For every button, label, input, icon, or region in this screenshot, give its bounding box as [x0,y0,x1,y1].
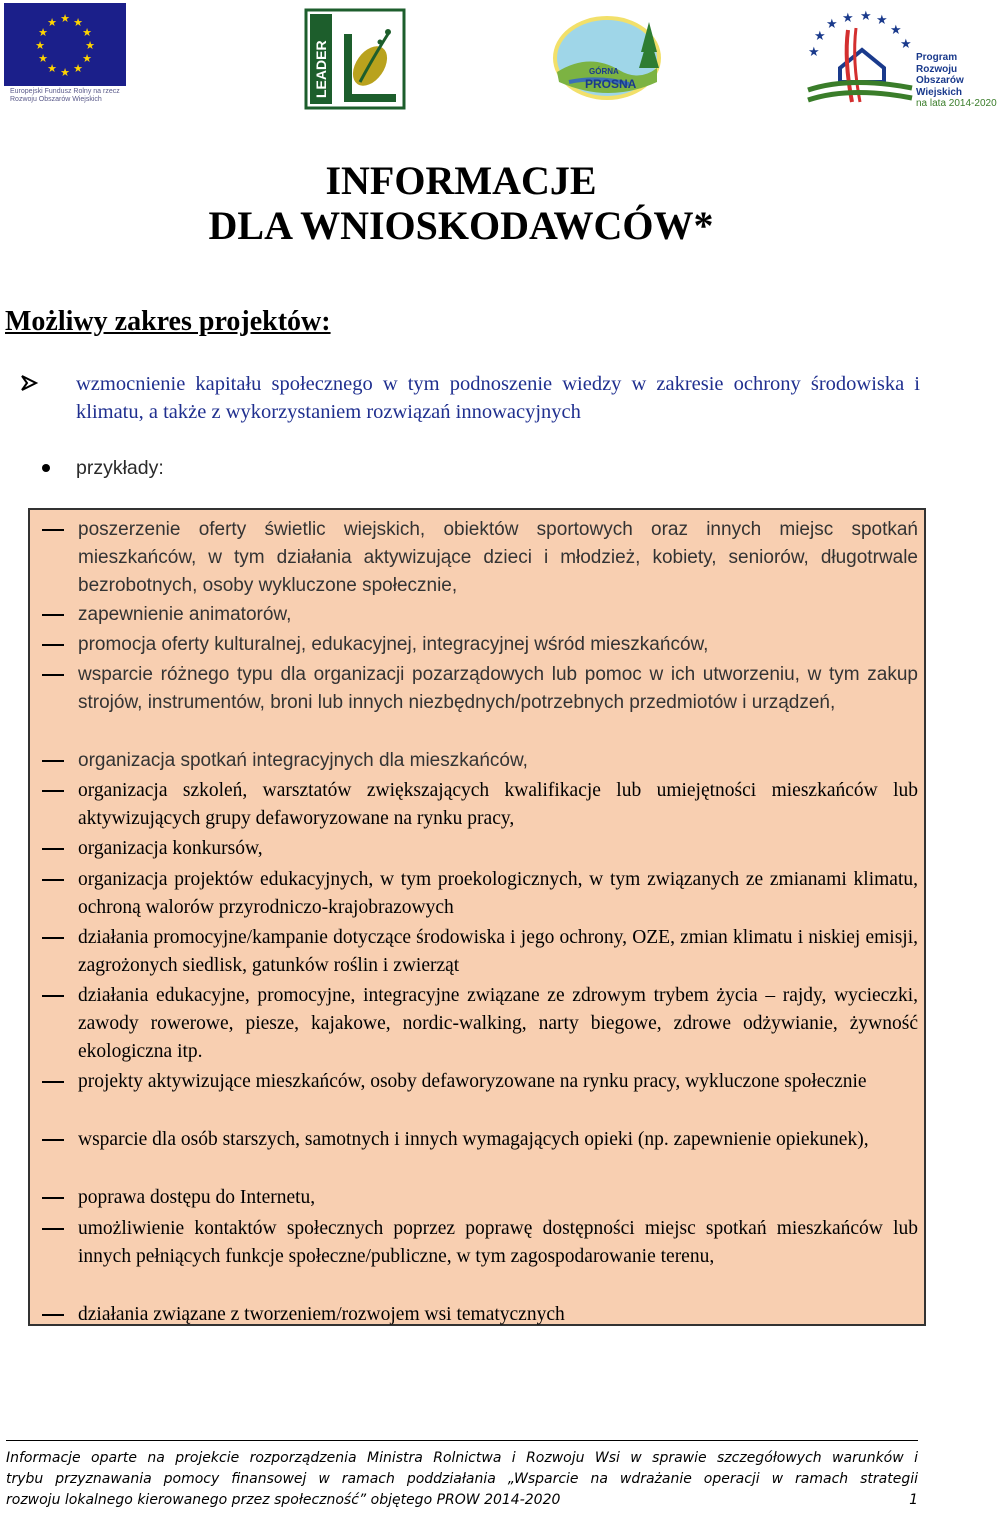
arrow-item-text: wzmocnienie kapitału społecznego w tym podnoszenie wiedzy w zakresie ochrony środowiska i klimatu, a także z wykorzystaniem rozwiązań innowacyjnych [76,373,920,423]
eu-logo [4,3,126,104]
logo-bar [0,0,997,120]
bullet-list-item [42,454,164,482]
footer-line-2: trybu przyznawania pomocy finansowej w ramach poddziałania „Wsparcie na wdrażanie operacji w ramach strategii [6,1471,918,1487]
example-item-text: organizacja szkoleń, warsztatów zwiększających kwalifikacje lub umiejętności mieszkańców lub aktywizujących grupy defaworyzowane na rynku pracy, [78,780,918,829]
dash-bullet-icon [42,848,64,850]
example-item-text: zapewnienie animatorów, [78,604,292,625]
bullet-dot-icon [42,464,50,472]
svg-text:★: ★ [814,29,826,44]
example-item-text: wsparcie dla osób starszych, samotnych i innych wymagających opieki (np. zapewnienie opiekunek), [78,1129,869,1150]
example-item-text: organizacja konkursów, [78,838,263,859]
section-heading: Możliwy zakres projektów: [5,306,331,337]
dash-bullet-icon [42,790,64,792]
gorna-prosna-logo-icon [549,12,669,104]
example-item-text: wsparcie różnego typu dla organizacji pozarządowych lub pomoc w ich utworzeniu, w tym zakup strojów, instrumentów, broni lub innych niezbędnych/potrzebnych przedmiotów i urządzeń, [78,664,918,713]
document-title [0,158,922,248]
dash-bullet-icon [42,937,64,939]
example-item-text: projekty aktywizujące mieszkańców, osoby defaworyzowane na rynku pracy, wykluczone społecznie [78,1071,867,1092]
svg-text:★: ★ [890,23,902,38]
svg-text:★: ★ [876,13,888,28]
dash-bullet-icon [42,1081,64,1083]
svg-text:★: ★ [82,52,92,65]
dash-bullet-icon [42,644,64,646]
example-item-text: organizacja spotkań integracyjnych dla mieszkańców, [78,750,528,771]
prow-logo [800,9,997,110]
page-number: 1 [909,1492,918,1508]
svg-text:★: ★ [826,17,838,32]
example-item-text: działania edukacyjne, promocyjne, integracyjne związane ze zdrowym trybem życia – rajdy, wycieczki, zawody rowerowe, piesze, kajakowe, nordic-walking, narty biegowe, zdrowe odżywianie, żywność ekologiczna itp. [78,985,918,1062]
dash-bullet-icon [42,995,64,997]
example-item-text: promocja oferty kulturalnej, edukacyjnej, integracyjnej wśród mieszkańców, [78,634,709,655]
examples-box [28,508,926,1326]
footer-line-1: Informacje oparte na projekcie rozporządzenia Ministra Rolnictwa i Rozwoju Wsi w sprawie szczegółowych warunków i [6,1450,918,1466]
svg-text:★: ★ [860,9,872,24]
title-line-2: DLA WNIOSKODAWCÓW* [208,203,714,248]
dash-bullet-icon [42,1197,64,1199]
svg-text:★: ★ [73,16,83,29]
prosna-text: PROSNA [585,77,637,91]
prow-emblem-icon [800,10,916,110]
dash-bullet-icon [42,1228,64,1230]
arrow-list-item [20,370,920,426]
bullet-item-text: przykłady: [76,457,164,479]
svg-text:★: ★ [38,52,48,65]
svg-text:★: ★ [842,11,854,26]
example-item-text: poprawa dostępu do Internetu, [78,1187,316,1208]
svg-text:★: ★ [85,39,95,52]
svg-text:★: ★ [38,26,48,39]
example-item-text: działania związane z tworzeniem/rozwojem wsi tematycznych [78,1304,565,1325]
eu-flag-icon [4,3,126,86]
leader-logo-icon [304,8,406,110]
dash-bullet-icon [42,1139,64,1141]
example-item-text: poszerzenie oferty świetlic wiejskich, obiektów sportowych oraz innych miejsc spotkań mieszkańców, w tym działania aktywizujące dzieci i młodzież, kobiety, seniorów, długotrwale bezrobotnych, osoby wykluczone społecznie, [78,519,918,596]
dash-bullet-icon [42,879,64,881]
example-item-text: działania promocyjne/kampanie dotyczące środowiska i jego ochrony, OZE, zmian klimatu i niskiej emisji, zagrożonych siedlisk, gatunków roślin i zwierząt [78,927,918,976]
svg-text:★: ★ [35,39,45,52]
title-line-1: INFORMACJE [325,158,597,203]
eu-caption: Europejski Fundusz Rolny na rzecz Rozwoju Obszarów Wiejskich [10,88,120,103]
gorna-text: GÓRNA [589,67,619,76]
leader-text: LEADER [313,40,329,98]
svg-text:★: ★ [900,37,912,52]
svg-text:★: ★ [47,16,57,29]
dash-bullet-icon [42,529,64,531]
svg-text:★: ★ [73,62,83,75]
svg-text:★: ★ [808,45,820,60]
dash-bullet-icon [42,760,64,762]
svg-text:★: ★ [47,62,57,75]
svg-text:★: ★ [60,66,70,79]
page-footer [6,1440,918,1511]
footer-line-3: rozwoju lokalnego kierowanego przez społeczność” objętego PROW 2014-2020 [6,1492,561,1508]
example-item-text: umożliwienie kontaktów społecznych poprzez poprawę dostępności miejsc spotkań mieszkańców lub innych pełniących funkcje społeczne/publiczne, w tym zagospodarowanie terenu, [78,1218,918,1267]
dash-bullet-icon [42,1314,64,1316]
arrow-bullet-icon [20,374,40,392]
svg-text:★: ★ [82,26,92,39]
dash-bullet-icon [42,614,64,616]
footer-last-row [6,1490,918,1511]
prow-text: Program Rozwoju Obszarów Wiejskich na lata 2014-2020 [916,52,997,109]
example-item-text: organizacja projektów edukacyjnych, w tym proekologicznych, w tym związanych ze zmianami klimatu, ochroną walorów przyrodniczo-krajobrazowych [78,869,918,918]
svg-text:★: ★ [60,12,70,25]
dash-bullet-icon [42,674,64,676]
